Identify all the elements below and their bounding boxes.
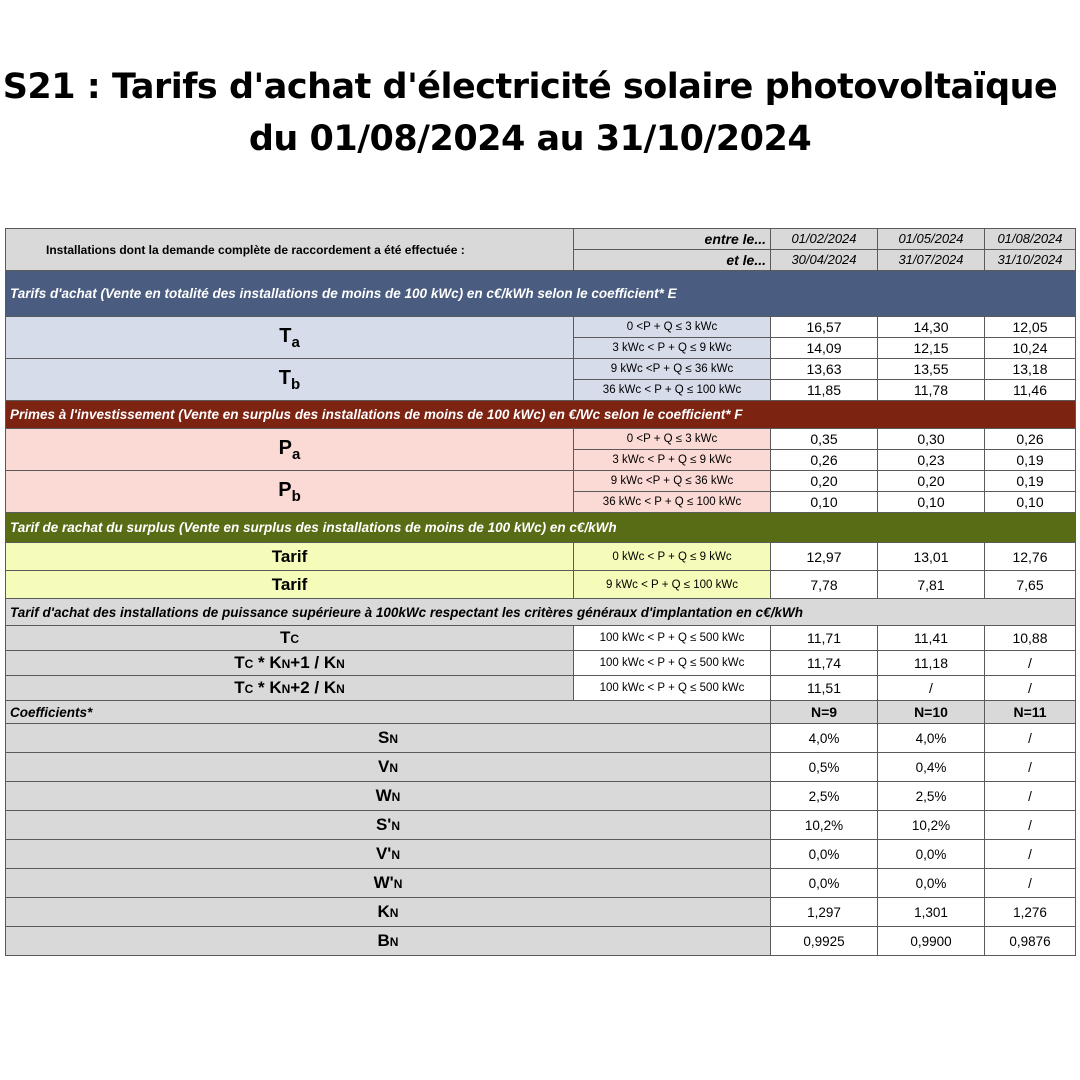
n-header: N=10 bbox=[878, 701, 985, 724]
value-cell: 11,85 bbox=[771, 380, 878, 401]
value-cell: 14,09 bbox=[771, 338, 878, 359]
tarif-label: Tarif bbox=[6, 571, 574, 599]
coefficient-label: V'n bbox=[6, 840, 771, 869]
value-cell: 10,24 bbox=[985, 338, 1076, 359]
tc-kn1-label: Tc * Kn+1 / Kn bbox=[6, 651, 574, 676]
value-cell: 10,2% bbox=[878, 811, 985, 840]
section-tarifs-achat: Tarifs d'achat (Vente en totalité des installations de moins de 100 kWc) en c€/kWh selon le coefficient* E bbox=[6, 271, 1076, 317]
value-cell: / bbox=[985, 782, 1076, 811]
value-cell: 0,26 bbox=[771, 450, 878, 471]
coefficient-label: Vn bbox=[6, 753, 771, 782]
condition-cell: 100 kWc < P + Q ≤ 500 kWc bbox=[574, 676, 771, 701]
value-cell: / bbox=[985, 724, 1076, 753]
condition-cell: 3 kWc < P + Q ≤ 9 kWc bbox=[574, 338, 771, 359]
period-start-1: 01/02/2024 bbox=[771, 229, 878, 250]
condition-cell: 36 kWc < P + Q ≤ 100 kWc bbox=[574, 380, 771, 401]
condition-cell: 9 kWc <P + Q ≤ 36 kWc bbox=[574, 471, 771, 492]
tarif-label: Tarif bbox=[6, 543, 574, 571]
table-row bbox=[6, 753, 1076, 782]
ta-label: $T_a$ bbox=[6, 317, 574, 359]
value-cell: 4,0% bbox=[771, 724, 878, 753]
value-cell: 0,0% bbox=[878, 840, 985, 869]
value-cell: 10,88 bbox=[985, 626, 1076, 651]
tc-label: Tc bbox=[6, 626, 574, 651]
header-row-start bbox=[6, 229, 1076, 250]
value-cell: 16,57 bbox=[771, 317, 878, 338]
value-cell: 1,297 bbox=[771, 898, 878, 927]
section-coefficients: Coefficients* bbox=[6, 701, 771, 724]
value-cell: 0,19 bbox=[985, 450, 1076, 471]
table-row bbox=[6, 811, 1076, 840]
value-cell: 0,30 bbox=[878, 429, 985, 450]
value-cell: 13,18 bbox=[985, 359, 1076, 380]
table-row bbox=[6, 869, 1076, 898]
value-cell: 14,30 bbox=[878, 317, 985, 338]
section-rachat-surplus: Tarif de rachat du surplus (Vente en surplus des installations de moins de 100 kWc) en c€/kWh bbox=[6, 513, 1076, 543]
coefficient-label: Bn bbox=[6, 927, 771, 956]
value-cell: 11,74 bbox=[771, 651, 878, 676]
period-start-2: 01/05/2024 bbox=[878, 229, 985, 250]
value-cell: 12,15 bbox=[878, 338, 985, 359]
value-cell: / bbox=[878, 676, 985, 701]
value-cell: / bbox=[985, 651, 1076, 676]
period-end-2: 31/07/2024 bbox=[878, 250, 985, 271]
table-row bbox=[6, 782, 1076, 811]
n-header: N=11 bbox=[985, 701, 1076, 724]
value-cell: 11,71 bbox=[771, 626, 878, 651]
coefficient-label: Sn bbox=[6, 724, 771, 753]
period-end-1: 30/04/2024 bbox=[771, 250, 878, 271]
value-cell: 0,10 bbox=[771, 492, 878, 513]
value-cell: 0,4% bbox=[878, 753, 985, 782]
value-cell: 13,63 bbox=[771, 359, 878, 380]
table-row bbox=[6, 840, 1076, 869]
table-row bbox=[6, 651, 1076, 676]
value-cell: 1,301 bbox=[878, 898, 985, 927]
value-cell: 0,20 bbox=[878, 471, 985, 492]
condition-cell: 100 kWc < P + Q ≤ 500 kWc bbox=[574, 626, 771, 651]
condition-cell: 100 kWc < P + Q ≤ 500 kWc bbox=[574, 651, 771, 676]
value-cell: 11,46 bbox=[985, 380, 1076, 401]
table-row bbox=[6, 898, 1076, 927]
section-primes: Primes à l'investissement (Vente en surplus des installations de moins de 100 kWc) en €/Wc selon le coefficient* F bbox=[6, 401, 1076, 429]
tariff-table bbox=[5, 228, 1076, 956]
value-cell: 0,9876 bbox=[985, 927, 1076, 956]
value-cell: 0,20 bbox=[771, 471, 878, 492]
value-cell: 0,35 bbox=[771, 429, 878, 450]
tb-label: $T_b$ bbox=[6, 359, 574, 401]
coefficient-label: Kn bbox=[6, 898, 771, 927]
value-cell: 4,0% bbox=[878, 724, 985, 753]
value-cell: 0,26 bbox=[985, 429, 1076, 450]
table-row bbox=[6, 676, 1076, 701]
value-cell: / bbox=[985, 840, 1076, 869]
page-subtitle: du 01/08/2024 au 31/10/2024 bbox=[248, 119, 812, 159]
table-row bbox=[6, 626, 1076, 651]
value-cell: 11,18 bbox=[878, 651, 985, 676]
value-cell: 0,19 bbox=[985, 471, 1076, 492]
value-cell: 0,0% bbox=[878, 869, 985, 898]
coefficients-header-row bbox=[6, 701, 1076, 724]
coefficient-label: W'n bbox=[6, 869, 771, 898]
value-cell: 0,0% bbox=[771, 869, 878, 898]
value-cell: 7,81 bbox=[878, 571, 985, 599]
pa-label: $P_a$ bbox=[6, 429, 574, 471]
value-cell: 7,65 bbox=[985, 571, 1076, 599]
period-start-3: 01/08/2024 bbox=[985, 229, 1076, 250]
value-cell: 7,78 bbox=[771, 571, 878, 599]
page-title: S21 : Tarifs d'achat d'électricité solaire photovoltaïque bbox=[2, 67, 1058, 107]
coefficient-label: Wn bbox=[6, 782, 771, 811]
section-puissance-superieure: Tarif d'achat des installations de puissance supérieure à 100kWc respectant les critères généraux d'implantation en c€/kWh bbox=[6, 599, 1076, 626]
condition-cell: 9 kWc <P + Q ≤ 36 kWc bbox=[574, 359, 771, 380]
pb-label: $P_b$ bbox=[6, 471, 574, 513]
value-cell: 10,2% bbox=[771, 811, 878, 840]
table-row bbox=[6, 543, 1076, 571]
tc-kn2-label: Tc * Kn+2 / Kn bbox=[6, 676, 574, 701]
value-cell: 0,0% bbox=[771, 840, 878, 869]
table-row bbox=[6, 927, 1076, 956]
condition-cell: 3 kWc < P + Q ≤ 9 kWc bbox=[574, 450, 771, 471]
value-cell: 0,9900 bbox=[878, 927, 985, 956]
table-row bbox=[6, 317, 1076, 338]
value-cell: 2,5% bbox=[878, 782, 985, 811]
table-row bbox=[6, 571, 1076, 599]
value-cell: / bbox=[985, 753, 1076, 782]
value-cell: / bbox=[985, 676, 1076, 701]
period-end-3: 31/10/2024 bbox=[985, 250, 1076, 271]
value-cell: 0,10 bbox=[985, 492, 1076, 513]
et-label: et le... bbox=[574, 250, 771, 271]
value-cell: 0,23 bbox=[878, 450, 985, 471]
value-cell: 12,05 bbox=[985, 317, 1076, 338]
table-row bbox=[6, 359, 1076, 380]
table-row bbox=[6, 471, 1076, 492]
value-cell: 13,55 bbox=[878, 359, 985, 380]
n-header: N=9 bbox=[771, 701, 878, 724]
value-cell: / bbox=[985, 869, 1076, 898]
condition-cell: 0 kWc < P + Q ≤ 9 kWc bbox=[574, 543, 771, 571]
value-cell: 2,5% bbox=[771, 782, 878, 811]
table-row bbox=[6, 724, 1076, 753]
condition-cell: 36 kWc < P + Q ≤ 100 kWc bbox=[574, 492, 771, 513]
value-cell: 11,41 bbox=[878, 626, 985, 651]
condition-cell: 9 kWc < P + Q ≤ 100 kWc bbox=[574, 571, 771, 599]
value-cell: 12,76 bbox=[985, 543, 1076, 571]
value-cell: 11,78 bbox=[878, 380, 985, 401]
table-row bbox=[6, 429, 1076, 450]
installations-label: Installations dont la demande complète de raccordement a été effectuée : bbox=[6, 229, 574, 271]
value-cell: 0,9925 bbox=[771, 927, 878, 956]
entre-label: entre le... bbox=[574, 229, 771, 250]
coefficient-label: S'n bbox=[6, 811, 771, 840]
value-cell: 12,97 bbox=[771, 543, 878, 571]
value-cell: 0,5% bbox=[771, 753, 878, 782]
value-cell: / bbox=[985, 811, 1076, 840]
value-cell: 13,01 bbox=[878, 543, 985, 571]
value-cell: 1,276 bbox=[985, 898, 1076, 927]
condition-cell: 0 <P + Q ≤ 3 kWc bbox=[574, 429, 771, 450]
condition-cell: 0 <P + Q ≤ 3 kWc bbox=[574, 317, 771, 338]
value-cell: 11,51 bbox=[771, 676, 878, 701]
value-cell: 0,10 bbox=[878, 492, 985, 513]
